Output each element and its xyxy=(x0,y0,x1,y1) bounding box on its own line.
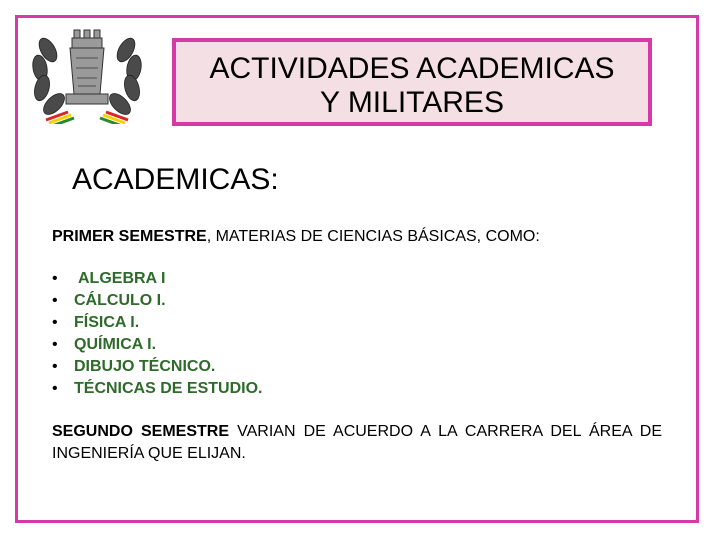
subject-label: CÁLCULO I. xyxy=(74,292,166,309)
list-item xyxy=(52,290,262,312)
section-heading: ACADEMICAS: xyxy=(72,163,279,196)
first-semester-text: , MATERIAS DE CIENCIAS BÁSICAS, COMO: xyxy=(206,228,540,245)
bullet-icon: • xyxy=(52,358,58,375)
list-item xyxy=(52,378,262,400)
bullet-icon: • xyxy=(52,380,58,397)
title-line-1: ACTIVIDADES ACADEMICAS xyxy=(209,52,615,85)
second-semester-label: SEGUNDO SEMESTRE xyxy=(52,423,230,440)
military-academy-emblem-icon xyxy=(28,20,146,124)
list-item xyxy=(52,334,262,356)
first-semester-paragraph xyxy=(52,228,540,246)
second-semester-text: VARIAN DE ACUERDO A LA CARRERA DEL ÁREA DE INGENIERÍA QUE ELIJAN. xyxy=(52,423,662,462)
bullet-icon: • xyxy=(52,336,58,353)
subject-list xyxy=(52,268,262,400)
subject-label: DIBUJO TÉCNICO. xyxy=(74,358,216,375)
title-box xyxy=(172,38,652,126)
subject-label: QUÍMICA I. xyxy=(74,336,157,353)
subject-label: FÍSICA I. xyxy=(74,314,140,331)
first-semester-label: PRIMER SEMESTRE xyxy=(52,228,207,245)
subject-label: TÉCNICAS DE ESTUDIO. xyxy=(74,380,263,397)
list-item xyxy=(52,268,262,290)
bullet-icon: • xyxy=(52,314,58,331)
second-semester-paragraph xyxy=(52,421,662,465)
list-item xyxy=(52,312,262,334)
bullet-icon: • xyxy=(52,292,58,309)
bullet-icon: • xyxy=(52,270,58,287)
list-item xyxy=(52,356,262,378)
title-line-2: Y MILITARES xyxy=(320,86,504,119)
subject-label: ALGEBRA I xyxy=(78,270,166,287)
